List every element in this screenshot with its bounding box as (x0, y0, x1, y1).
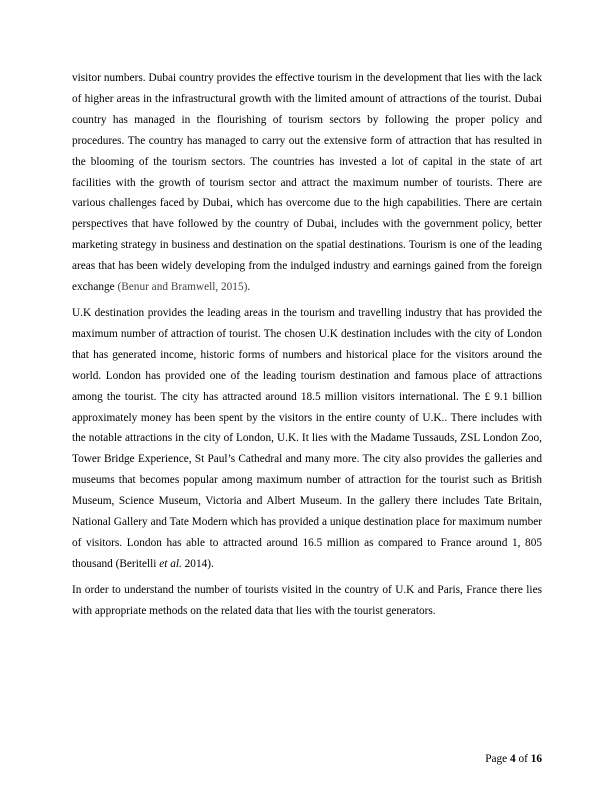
body-paragraph-method (72, 580, 542, 622)
total-pages-number: 16 (530, 753, 542, 765)
current-page-number: 4 (509, 753, 516, 765)
paragraph-end: . (211, 557, 214, 570)
page-number-footer (485, 752, 542, 766)
document-body (72, 68, 542, 622)
paragraph-end: . (247, 281, 251, 294)
citation: (Benur and Bramwell, 2015) (117, 281, 248, 294)
paragraph-text: U.K destination provides the leading areas in the tourism and travelling industry that has provided the maximum number of attraction of tourist. The chosen U.K destination includes with the city of London that has generated income, historic forms of numbers and historical place for the visitors around the world. London has provided one of the leading tourism destination and famous place of attractions among the tourist. The city has attracted around 18.5 million visitors international. The £ 9.1 billion approximately money has been spent by the visitors in the entire county of U.K.. There includes with the notable attractions in the city of London, U.K. It lies with the Madame Tussauds, ZSL London Zoo, Tower Bridge Experience, St Paul’s Cathedral and many more. The city also provides the galleries and museums that becomes popular among maximum number of attraction for the tourist such as British Museum, Science Museum, Victoria and Albert Museum. In the gallery there includes Tate Britain, National Gallery and Tate Modern which has provided a unique destination place for maximum number of visitors. London has able to attracted around 16.5 million as compared to France around 1, 805 thousand (72, 306, 542, 570)
body-paragraph-dubai (72, 68, 542, 298)
citation-close: 2014) (181, 557, 212, 570)
body-paragraph-uk (72, 303, 542, 575)
paragraph-text: In order to understand the number of tourists visited in the country of U.K and Paris, France there lies with appropriate methods on the related data that lies with the tourist generators. (72, 583, 542, 617)
page-of-label: of (515, 753, 531, 765)
paragraph-text: visitor numbers. Dubai country provides the effective tourism in the development that lies with the lack of higher areas in the infrastructural growth with the limited amount of attractions of the tourist. Dubai country has managed in the flourishing of tourism sectors by following the proper policy and procedures. The country has managed to carry out the extensive form of attraction that has resulted in the blooming of the tourism sectors. The countries has invested a lot of capital in the state of art facilities with the growth of tourism sector and attract the maximum number of tourists. There are various challenges faced by Dubai, which has overcome due to the high capabilities. There are certain perspectives that have followed by the country of Dubai, includes with the government policy, better marketing strategy in business and destination on the spatial destinations. Tourism is one of the leading areas that has been widely developing from the indulged industry and earnings gained from the foreign exchange (72, 72, 542, 294)
citation-open: (Beritelli (115, 557, 160, 570)
citation-et-al: et al. (159, 557, 182, 570)
page-prefix: Page (485, 753, 510, 765)
